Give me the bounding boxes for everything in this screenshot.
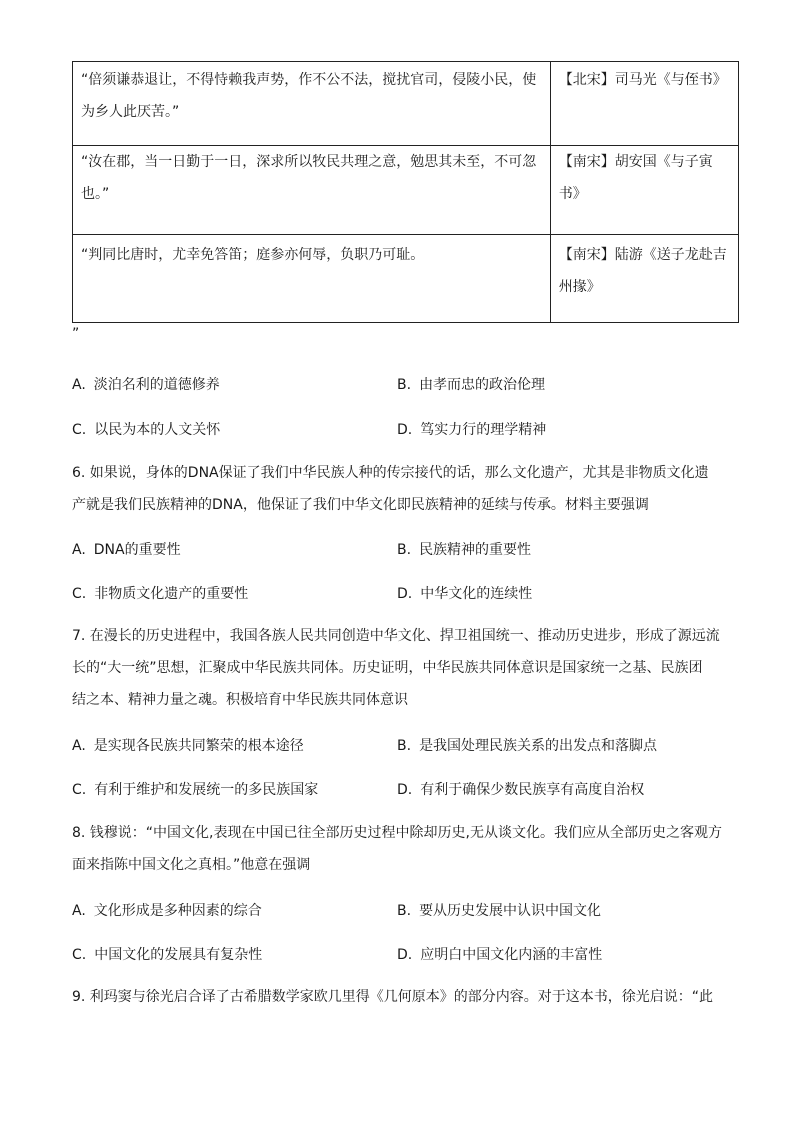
question-line: 结之本、精神力量之魂。积极培育中华民族共同体意识	[72, 692, 408, 708]
question-line: 8. 钱穆说：“中国文化,表现在中国已往全部历史过程中除却历史,无从谈文化。我们应从全部历史之客观方	[72, 825, 722, 841]
quote-line: “倍须谦恭退让，不得恃赖我声势，作不公不法，搅扰官司，侵陵小民，使	[81, 72, 537, 88]
question-7	[72, 620, 727, 716]
quote-line: “判同比唐时，尤幸免答笛；庭参亦何辱，负职乃可耻。	[81, 247, 425, 263]
q7-option-b[interactable]	[397, 735, 657, 755]
question-line: 面来指陈中国文化之真相。”他意在强调	[72, 857, 311, 873]
option-label: B.	[397, 903, 412, 919]
q8-option-a[interactable]	[72, 900, 262, 920]
q6-option-c[interactable]	[72, 583, 248, 603]
option-label: B.	[397, 738, 412, 754]
table-row	[73, 62, 739, 146]
option-label: C.	[72, 947, 87, 963]
source-cell	[550, 62, 738, 146]
option-label: C.	[72, 586, 87, 602]
question-line: 产就是我们民族精神的DNA，他保证了我们中华文化即民族精神的延续与传承。材料主要强调	[72, 497, 649, 513]
option-label: D.	[397, 947, 413, 963]
option-label: C.	[72, 782, 87, 798]
q8-option-b[interactable]	[397, 900, 601, 920]
q8-option-d[interactable]	[397, 944, 602, 964]
option-label: A.	[72, 903, 86, 919]
q8-option-c[interactable]	[72, 944, 262, 964]
source-line: 州掾》	[558, 279, 601, 295]
option-label: D.	[397, 586, 413, 602]
option-text: 淡泊名利的道德修养	[93, 377, 220, 393]
closing-quote-mark: ”	[72, 326, 80, 342]
q7-option-c[interactable]	[72, 779, 318, 799]
option-text: 中华文化的连续性	[420, 586, 533, 602]
option-text: 要从历史发展中认识中国文化	[419, 903, 602, 919]
quote-line: “汝在郡，当一日勤于一日，深求所以牧民共理之意，勉思其未至，不可忽	[81, 154, 537, 170]
option-text: 是我国处理民族关系的出发点和落脚点	[419, 738, 658, 754]
option-label: B.	[397, 377, 412, 393]
source-cell	[550, 146, 738, 235]
option-text: 是实现各民族共同繁荣的根本途径	[93, 738, 304, 754]
option-text: 文化形成是多种因素的综合	[93, 903, 262, 919]
table-row	[73, 235, 739, 323]
option-label: D.	[397, 422, 413, 438]
quote-cell	[73, 235, 551, 323]
source-cell	[550, 235, 738, 323]
question-6	[72, 457, 727, 521]
quote-line: 为乡人此厌苦。”	[81, 104, 180, 120]
source-line: 【南宋】陆游《送子龙赴吉	[558, 247, 727, 263]
option-text: 应明白中国文化内涵的丰富性	[420, 947, 603, 963]
question-line: 6. 如果说，身体的DNA保证了我们中华民族人种的传宗接代的话，那么文化遗产，尤其是非物质文化遗	[72, 465, 709, 481]
option-label: C.	[72, 422, 87, 438]
option-text: 笃实力行的理学精神	[420, 422, 547, 438]
q7-option-d[interactable]	[397, 779, 644, 799]
option-text: 由孝而忠的政治伦理	[419, 377, 546, 393]
table-row	[73, 146, 739, 235]
question-line: 9. 利玛窦与徐光启合译了古希腊数学家欧几里得《几何原本》的部分内容。对于这本书，徐光启说：“此	[72, 989, 714, 1005]
option-label: A.	[72, 377, 86, 393]
option-text: 中国文化的发展具有复杂性	[94, 947, 263, 963]
source-line: 【北宋】司马光《与侄书》	[558, 72, 727, 88]
option-text: 以民为本的人文关怀	[94, 422, 221, 438]
option-text: DNA的重要性	[93, 542, 181, 558]
q7-option-a[interactable]	[72, 735, 304, 755]
q6-option-b[interactable]	[397, 539, 531, 559]
option-label: A.	[72, 542, 86, 558]
source-line: 书》	[558, 186, 587, 202]
option-label: D.	[397, 782, 413, 798]
question-8	[72, 817, 727, 881]
quote-cell	[73, 62, 551, 146]
option-text: 非物质文化遗产的重要性	[94, 586, 249, 602]
quote-cell	[73, 146, 551, 235]
q6-option-d[interactable]	[397, 583, 532, 603]
q6-option-a[interactable]	[72, 539, 181, 559]
q5-option-c[interactable]	[72, 419, 220, 439]
option-label: A.	[72, 738, 86, 754]
q5-option-b[interactable]	[397, 374, 545, 394]
option-text: 有利于维护和发展统一的多民族国家	[94, 782, 319, 798]
option-label: B.	[397, 542, 412, 558]
question-line: 7. 在漫长的历史进程中，我国各族人民共同创造中华文化、捍卫祖国统一、推动历史进步，形成了源远流	[72, 628, 720, 644]
question-line: 长的“大一统”思想，汇聚成中华民族共同体。历史证明，中华民族共同体意识是国家统一之基、民族团	[72, 660, 703, 676]
question-9	[72, 981, 727, 1013]
q5-option-a[interactable]	[72, 374, 220, 394]
quotes-table	[72, 61, 739, 323]
quote-line: 也。”	[81, 186, 110, 202]
option-text: 有利于确保少数民族享有高度自治权	[420, 782, 645, 798]
source-line: 【南宋】胡安国《与子寅	[558, 154, 713, 170]
option-text: 民族精神的重要性	[419, 542, 532, 558]
q5-option-d[interactable]	[397, 419, 546, 439]
